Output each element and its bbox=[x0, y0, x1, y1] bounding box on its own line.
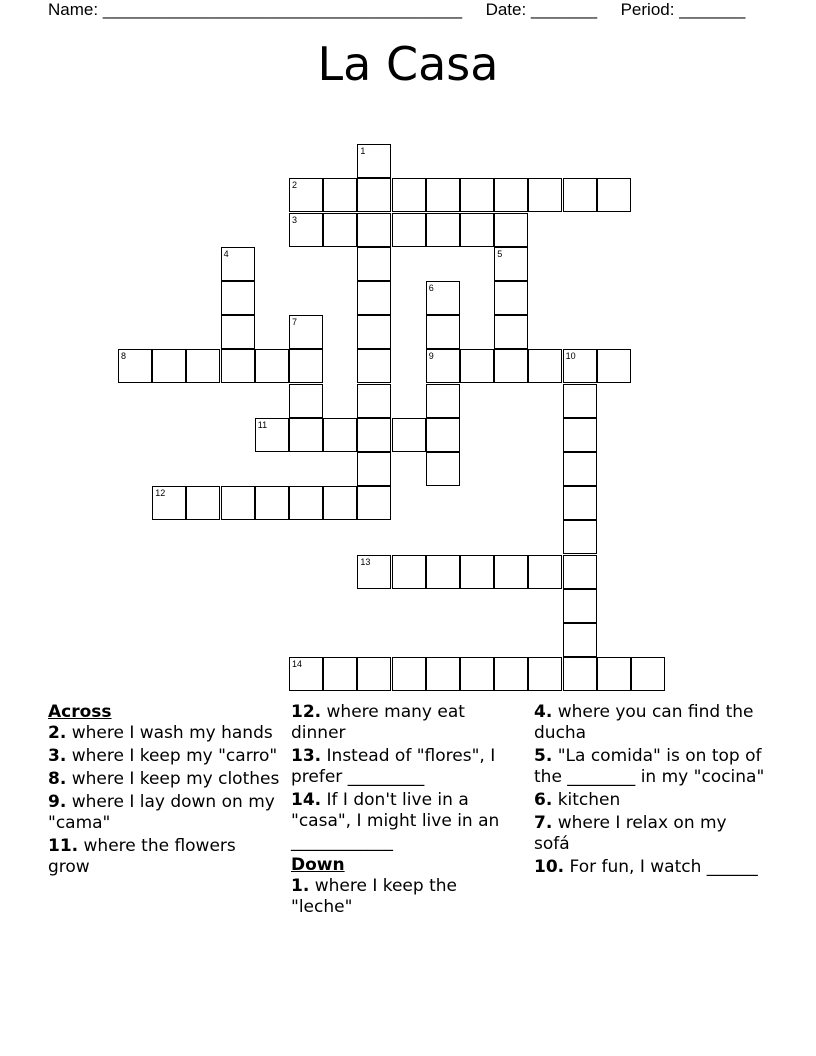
clue-number: 10. bbox=[534, 857, 565, 877]
crossword-cell[interactable] bbox=[289, 349, 323, 383]
clues-column-3 bbox=[534, 702, 766, 880]
clue-item bbox=[291, 702, 523, 744]
clue-number: 6 bbox=[428, 283, 434, 293]
clue-item bbox=[48, 746, 280, 767]
clue-item bbox=[291, 790, 523, 853]
clue-number: 9. bbox=[48, 792, 67, 812]
page-title: La Casa bbox=[317, 37, 499, 91]
period-label: Period: bbox=[620, 0, 675, 19]
crossword-cell[interactable] bbox=[357, 213, 391, 247]
clue-item bbox=[48, 836, 280, 878]
crossword-cell[interactable] bbox=[323, 178, 357, 212]
crossword-cell[interactable] bbox=[152, 486, 186, 520]
clue-text: where you can find the ducha bbox=[534, 702, 754, 743]
crossword-cell[interactable] bbox=[289, 418, 323, 452]
crossword-cell[interactable] bbox=[563, 555, 597, 589]
clue-item bbox=[48, 792, 280, 834]
crossword-cell[interactable] bbox=[460, 213, 494, 247]
clue-text: where I keep my "carro" bbox=[71, 746, 278, 766]
crossword-cell[interactable] bbox=[357, 418, 391, 452]
crossword-cell[interactable] bbox=[392, 213, 426, 247]
crossword-cell[interactable] bbox=[152, 349, 186, 383]
clue-number: 14 bbox=[292, 659, 303, 670]
crossword-cell[interactable] bbox=[357, 178, 391, 212]
crossword-cell[interactable] bbox=[323, 418, 357, 452]
crossword-cell[interactable] bbox=[563, 452, 597, 486]
crossword-cell[interactable] bbox=[357, 144, 391, 178]
clue-number: 11 bbox=[257, 419, 268, 430]
crossword-cell[interactable] bbox=[426, 213, 460, 247]
clue-number: 6. bbox=[534, 790, 553, 810]
clue-text: "La comida" is on top of the ________ in my "cocina" bbox=[534, 746, 765, 787]
crossword-cell[interactable] bbox=[357, 247, 391, 281]
crossword-cell[interactable] bbox=[357, 315, 391, 349]
clue-text: where I keep my clothes bbox=[71, 769, 280, 789]
crossword-cell[interactable] bbox=[563, 486, 597, 520]
clue-item bbox=[534, 790, 766, 811]
crossword-cell[interactable] bbox=[392, 555, 426, 589]
crossword-cell[interactable] bbox=[426, 418, 460, 452]
clue-item bbox=[291, 746, 523, 788]
crossword-cell[interactable] bbox=[460, 349, 494, 383]
crossword-cell[interactable] bbox=[426, 178, 460, 212]
crossword-cell[interactable] bbox=[255, 486, 289, 520]
clue-number: 9 bbox=[428, 351, 434, 362]
crossword-cell[interactable] bbox=[631, 657, 665, 691]
crossword-cell[interactable] bbox=[563, 623, 597, 657]
clue-item bbox=[291, 876, 523, 918]
crossword-cell[interactable] bbox=[357, 281, 391, 315]
clue-number: 1. bbox=[291, 876, 310, 896]
clues-column-2 bbox=[291, 702, 523, 920]
clue-number: 4 bbox=[223, 248, 229, 259]
clue-number: 1 bbox=[360, 146, 366, 157]
crossword-cell[interactable] bbox=[357, 657, 391, 691]
crossword-cell[interactable] bbox=[494, 349, 528, 383]
clue-text: where many eat dinner bbox=[291, 702, 465, 743]
clue-number: 11. bbox=[48, 836, 79, 856]
clue-number: 4. bbox=[534, 702, 553, 722]
crossword-cell[interactable] bbox=[563, 349, 597, 383]
clue-number: 3. bbox=[48, 746, 67, 766]
crossword-cell[interactable] bbox=[494, 555, 528, 589]
crossword-cell[interactable] bbox=[460, 178, 494, 212]
clue-item bbox=[534, 813, 766, 855]
crossword-cell[interactable] bbox=[392, 178, 426, 212]
crossword-cell[interactable] bbox=[392, 657, 426, 691]
clue-number: 7 bbox=[292, 317, 298, 328]
clue-number: 13 bbox=[360, 556, 371, 567]
clue-text: where I relax on my sofá bbox=[534, 813, 727, 854]
crossword-cell[interactable] bbox=[323, 657, 357, 691]
name-label: Name: bbox=[48, 0, 99, 19]
crossword-cell[interactable] bbox=[563, 520, 597, 554]
clue-number: 8. bbox=[48, 769, 67, 789]
crossword-cell[interactable] bbox=[426, 384, 460, 418]
crossword-cell[interactable] bbox=[494, 247, 528, 281]
crossword-cell[interactable] bbox=[563, 384, 597, 418]
crossword-cell[interactable] bbox=[597, 178, 631, 212]
clue-item bbox=[48, 723, 280, 744]
clue-text: If I don't live in a "casa", I might live in an ____________ bbox=[291, 790, 500, 852]
clue-number: 14. bbox=[291, 790, 322, 810]
clue-number: 12. bbox=[291, 702, 322, 722]
crossword-cell[interactable] bbox=[357, 555, 391, 589]
date-label: Date: bbox=[485, 0, 527, 19]
clue-text: kitchen bbox=[557, 790, 621, 810]
clue-number: 2. bbox=[48, 723, 67, 743]
clue-text: where the flowers grow bbox=[48, 836, 236, 877]
crossword-cell[interactable] bbox=[528, 178, 562, 212]
crossword-cell[interactable] bbox=[323, 486, 357, 520]
crossword-cell[interactable] bbox=[255, 418, 289, 452]
crossword-cell[interactable] bbox=[221, 315, 255, 349]
clue-number: 5 bbox=[497, 248, 503, 259]
crossword-cell[interactable] bbox=[494, 213, 528, 247]
clue-number: 12 bbox=[155, 488, 166, 499]
across-heading: Across bbox=[48, 702, 112, 722]
crossword-cell[interactable] bbox=[426, 315, 460, 349]
crossword-cell[interactable] bbox=[221, 486, 255, 520]
crossword-cell[interactable] bbox=[289, 384, 323, 418]
clue-number: 8 bbox=[121, 351, 127, 362]
crossword-cell[interactable] bbox=[118, 349, 152, 383]
crossword-cell[interactable] bbox=[426, 657, 460, 691]
clue-item bbox=[48, 769, 280, 790]
crossword-cell[interactable] bbox=[494, 315, 528, 349]
crossword-cell[interactable] bbox=[255, 349, 289, 383]
clue-item bbox=[534, 702, 766, 744]
clue-text: where I wash my hands bbox=[71, 723, 273, 743]
clue-text: For fun, I watch ______ bbox=[569, 857, 758, 877]
crossword-cell[interactable] bbox=[221, 281, 255, 315]
clue-item bbox=[534, 746, 766, 788]
crossword-cell[interactable] bbox=[426, 452, 460, 486]
clue-item bbox=[534, 857, 766, 878]
crossword-cell[interactable] bbox=[426, 349, 460, 383]
crossword-cell[interactable] bbox=[494, 178, 528, 212]
crossword-cell[interactable] bbox=[494, 281, 528, 315]
clue-number: 7. bbox=[534, 813, 553, 833]
crossword-cell[interactable] bbox=[597, 657, 631, 691]
crossword-cell[interactable] bbox=[563, 418, 597, 452]
crossword-cell[interactable] bbox=[186, 349, 220, 383]
crossword-cell[interactable] bbox=[426, 555, 460, 589]
crossword-cell[interactable] bbox=[357, 349, 391, 383]
crossword-cell[interactable] bbox=[528, 349, 562, 383]
crossword-cell[interactable] bbox=[323, 213, 357, 247]
crossword-cell[interactable] bbox=[357, 384, 391, 418]
clue-number: 3 bbox=[292, 214, 298, 225]
clue-text: Instead of "flores", I prefer _________ bbox=[291, 746, 496, 787]
date-blank[interactable]: _______ bbox=[530, 0, 598, 19]
crossword-cell[interactable] bbox=[460, 555, 494, 589]
clue-number: 5. bbox=[534, 746, 553, 766]
crossword-cell[interactable] bbox=[289, 315, 323, 349]
crossword-cell[interactable] bbox=[357, 452, 391, 486]
clue-number: 13. bbox=[291, 746, 322, 766]
crossword-cell[interactable] bbox=[392, 418, 426, 452]
crossword-cell[interactable] bbox=[597, 349, 631, 383]
clue-text: where I keep the "leche" bbox=[291, 876, 457, 917]
crossword-cell[interactable] bbox=[289, 213, 323, 247]
crossword-cell[interactable] bbox=[494, 657, 528, 691]
down-heading: Down bbox=[291, 855, 345, 875]
period-blank[interactable]: _______ bbox=[679, 0, 746, 19]
crossword-cell[interactable] bbox=[221, 349, 255, 383]
crossword-cell[interactable] bbox=[460, 657, 494, 691]
crossword-cell[interactable] bbox=[563, 657, 597, 691]
crossword-cell[interactable] bbox=[528, 657, 562, 691]
clues-column-1 bbox=[48, 702, 280, 880]
clue-number: 10 bbox=[565, 351, 576, 362]
crossword-cell[interactable] bbox=[528, 555, 562, 589]
crossword-cell[interactable] bbox=[289, 178, 323, 212]
crossword-cell[interactable] bbox=[289, 657, 323, 691]
crossword-cell[interactable] bbox=[563, 178, 597, 212]
crossword-cell[interactable] bbox=[186, 486, 220, 520]
name-blank[interactable]: ______________________________________ bbox=[102, 0, 463, 19]
crossword-cell[interactable] bbox=[289, 486, 323, 520]
clue-text: where I lay down on my "cama" bbox=[48, 792, 275, 833]
crossword-cell[interactable] bbox=[563, 589, 597, 623]
crossword-cell[interactable] bbox=[221, 247, 255, 281]
crossword-cell[interactable] bbox=[357, 486, 391, 520]
crossword-cell[interactable] bbox=[426, 281, 460, 315]
clue-number: 2 bbox=[292, 180, 298, 191]
